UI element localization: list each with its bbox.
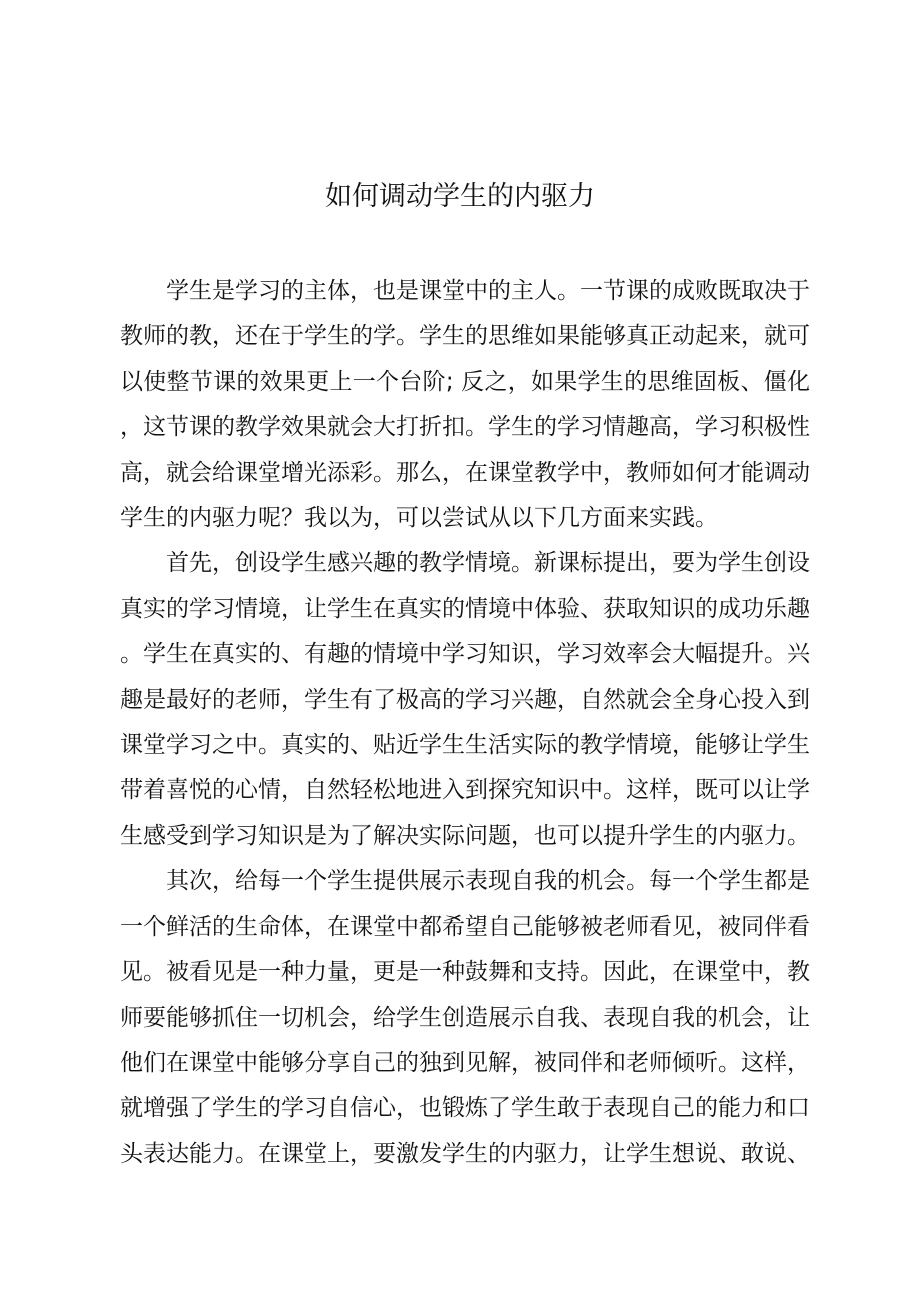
paragraph-1: 学生是学习的主体，也是课堂中的主人。一节课的成败既取决于教师的教，还在于学生的学。学生的思维如果能够真正动起来，就可以使整节课的效果更上一个台阶; 反之，如果学生的思维固板、僵化，这节课的教学效果就会大打折扣。学生的学习情趣高，学习积极性高，就会给课堂增光添彩。那么，在课堂教学中，教师如何才能调动学生的内驱力呢？我以为，可以尝试从以下几方面来实践。 [120,278,810,532]
document-body [120,269,810,1177]
paragraph-2: 首先，创设学生感兴趣的教学情境。新课标提出，要为学生创设真实的学习情境，让学生在真实的情境中体验、获取知识的成功乐趣。学生在真实的、有趣的情境中学习知识，学习效率会大幅提升。兴趣是最好的老师，学生有了极高的学习兴趣，自然就会全身心投入到课堂学习之中。真实的、贴近学生生活实际的教学情境，能够让学生带着喜悦的心情，自然轻松地进入到探究知识中。这样，既可以让学生感受到学习知识是为了解决实际问题，也可以提升学生的内驱力。 [120,550,810,849]
paragraph-3: 其次，给每一个学生提供展示表现自我的机会。每一个学生都是一个鲜活的生命体，在课堂中都希望自己能够被老师看见，被同伴看见。被看见是一种力量，更是一种鼓舞和支持。因此，在课堂中，教师要能够抓住一切机会，给学生创造展示自我、表现自我的机会，让他们在课堂中能够分享自己的独到见解，被同伴和老师倾听。这样，就增强了学生的学习自信心，也锻炼了学生敢于表现自己的能力和口头表达能力。在课堂上，要激发学生的内驱力，让学生想说、敢说、 [120,868,810,1167]
document-title: 如何调动学生的内驱力 [325,181,595,212]
